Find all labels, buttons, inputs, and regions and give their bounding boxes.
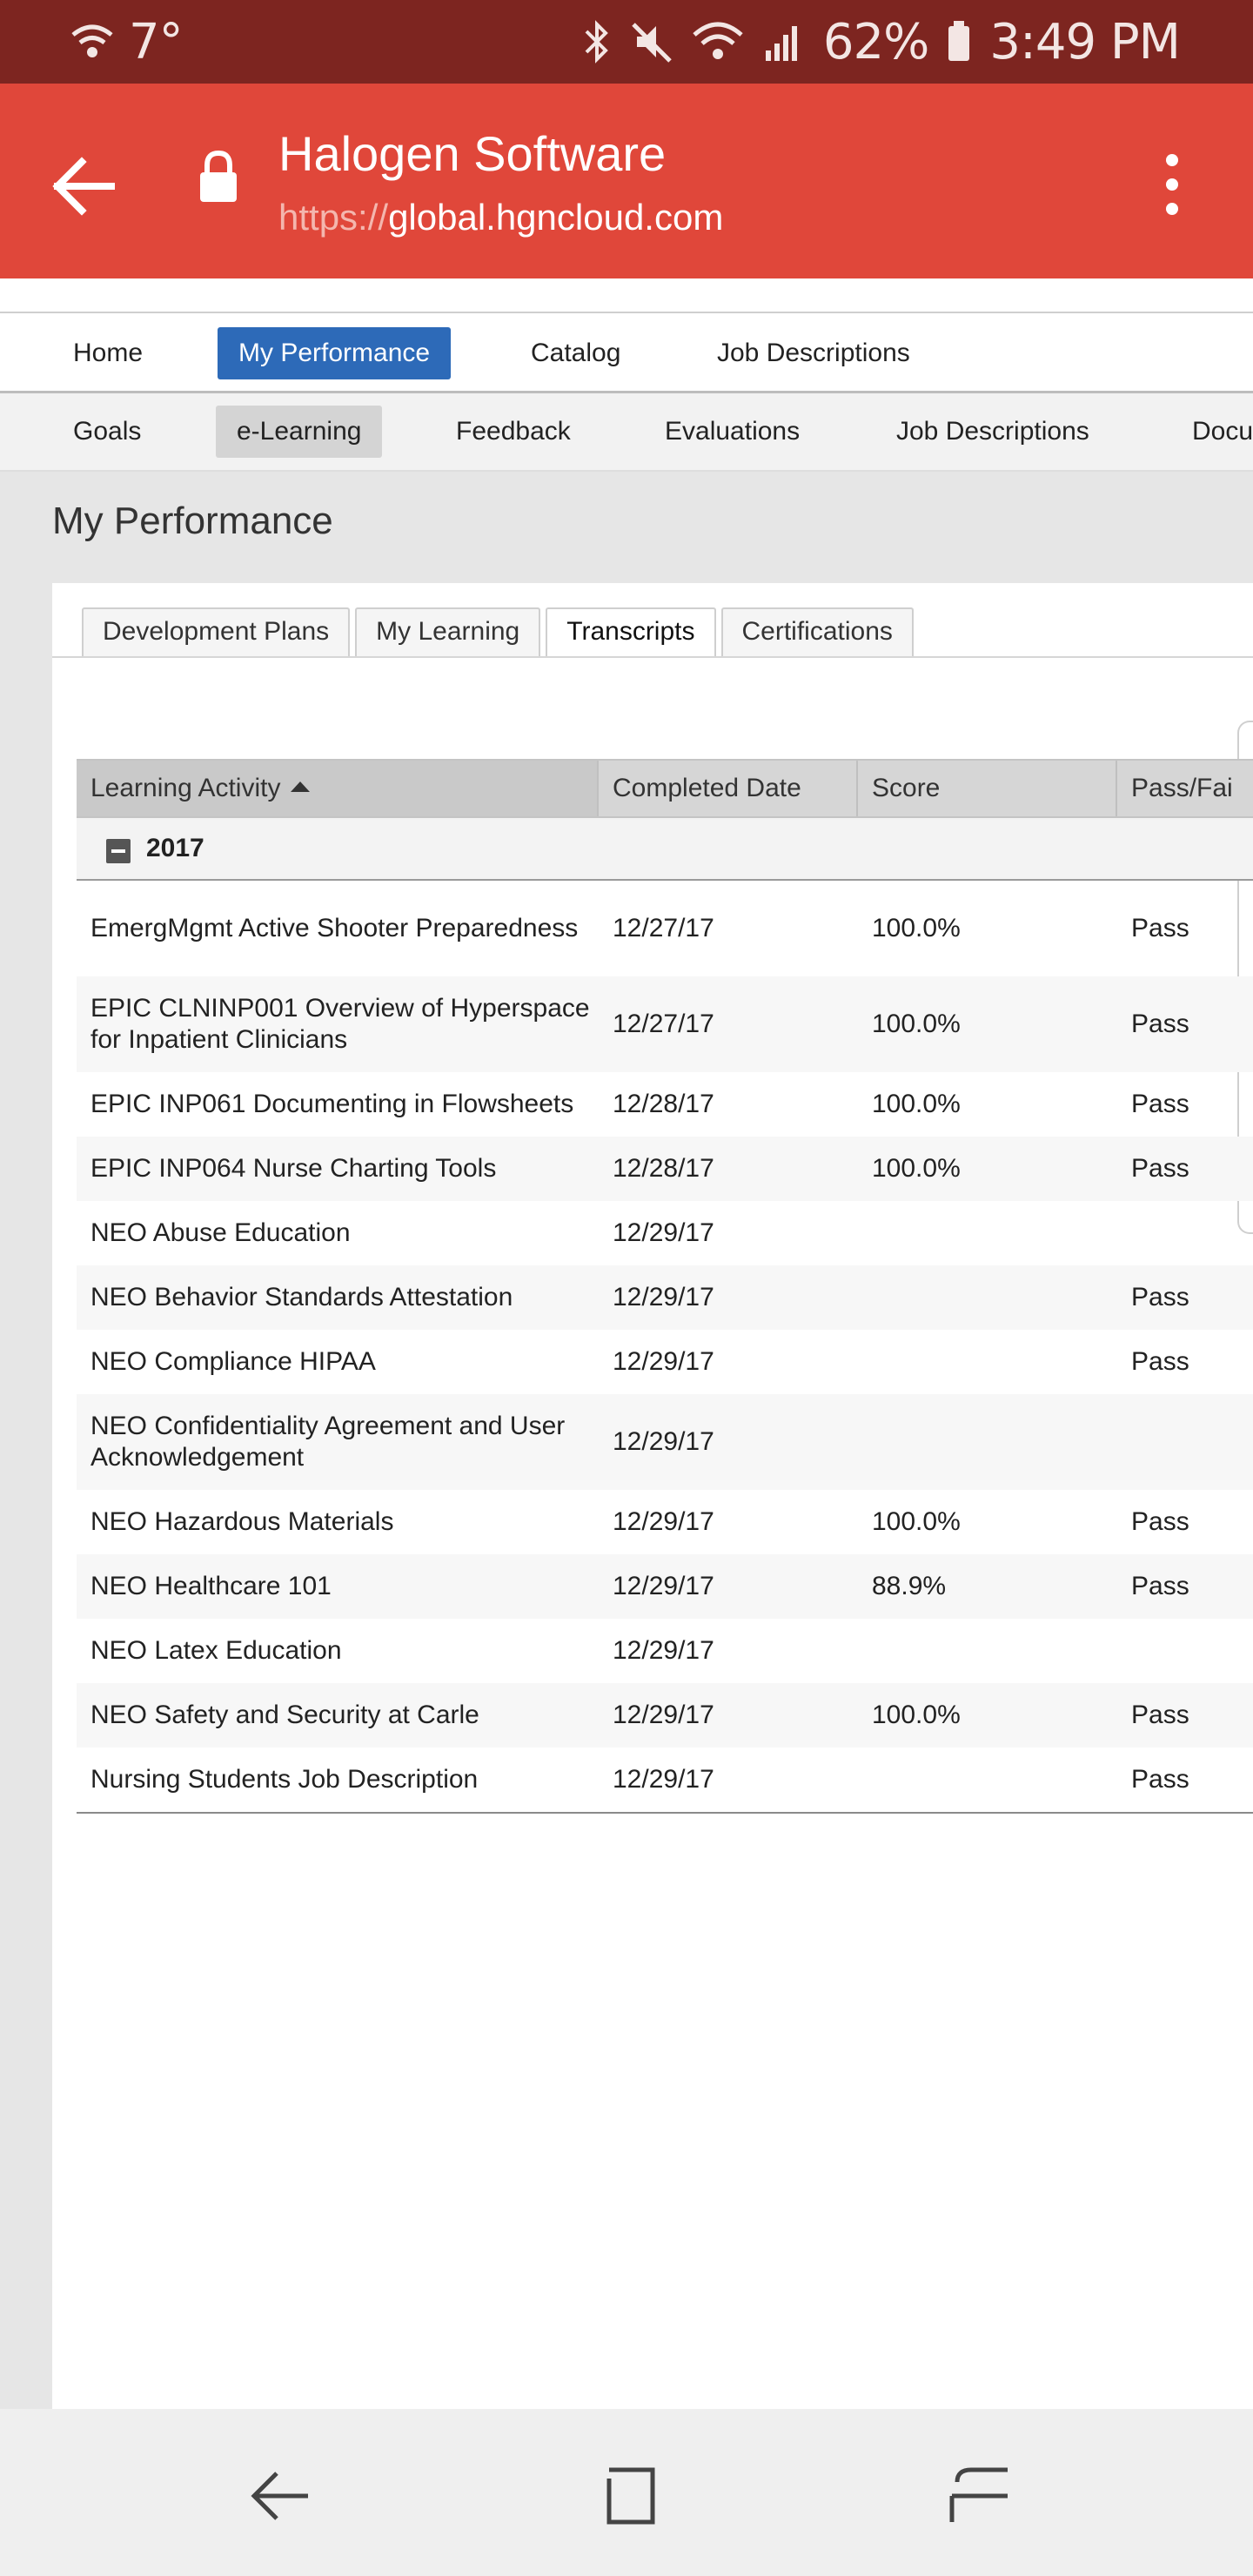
overflow-menu-button[interactable] <box>1150 150 1194 219</box>
cell-learning-activity[interactable]: NEO Latex Education <box>90 1636 342 1665</box>
system-back-button[interactable] <box>237 2452 324 2539</box>
clock: 3:49 PM <box>989 13 1180 70</box>
battery-percent: 62% <box>822 13 929 70</box>
mute-icon <box>630 17 673 66</box>
cell-learning-activity[interactable]: NEO Compliance HIPAA <box>90 1347 376 1376</box>
transcript-table <box>77 759 1253 1814</box>
browser-back-button[interactable] <box>50 153 117 219</box>
table-body <box>77 881 1253 1812</box>
system-recents-button[interactable] <box>585 2452 672 2539</box>
cell-pass-fail: Pass <box>1131 914 1189 943</box>
cell-pass-fail: Pass <box>1131 1154 1189 1183</box>
cell-completed-date: 12/28/17 <box>613 1090 714 1118</box>
more-vertical-icon <box>1150 150 1194 219</box>
url-host: global.hgncloud.com <box>388 197 724 238</box>
table-row[interactable] <box>77 1330 1253 1394</box>
cell-completed-date: 12/29/17 <box>613 1218 714 1247</box>
table-row[interactable] <box>77 881 1253 976</box>
cell-pass-fail: Pass <box>1131 1572 1189 1600</box>
table-header <box>77 759 1253 818</box>
system-nav-bar <box>0 2409 1253 2576</box>
cell-completed-date: 12/28/17 <box>613 1154 714 1183</box>
cell-learning-activity[interactable]: EmergMgmt Active Shooter Preparedness <box>90 914 579 943</box>
cell-pass-fail: Pass <box>1131 1507 1189 1536</box>
column-header-pass-fail[interactable]: Pass/Fai <box>1131 774 1233 802</box>
nav-my-performance[interactable]: My Performance <box>218 327 451 379</box>
cell-completed-date: 12/29/17 <box>613 1347 714 1376</box>
cell-completed-date: 12/29/17 <box>613 1507 714 1536</box>
table-row[interactable] <box>77 1394 1253 1490</box>
cell-learning-activity[interactable]: Nursing Students Job Description <box>90 1765 479 1794</box>
table-row[interactable] <box>77 1619 1253 1683</box>
bluetooth-icon <box>581 17 613 66</box>
cell-learning-activity[interactable]: NEO Abuse Education <box>90 1218 351 1247</box>
subnav-documents[interactable]: Docu <box>1192 417 1253 446</box>
subnav-job-descriptions[interactable]: Job Descriptions <box>896 417 1089 446</box>
browser-toolbar <box>0 84 1253 278</box>
wifi-icon <box>691 17 745 66</box>
table-row[interactable] <box>77 976 1253 1072</box>
home-icon <box>936 2452 1023 2539</box>
cell-completed-date: 12/29/17 <box>613 1636 714 1665</box>
secondary-nav <box>0 393 1253 472</box>
url-scheme: https:// <box>278 197 389 238</box>
column-header-learning-activity[interactable] <box>77 761 599 816</box>
table-row[interactable] <box>77 1137 1253 1201</box>
table-row[interactable] <box>77 1265 1253 1330</box>
cell-pass-fail: Pass <box>1131 1765 1189 1794</box>
nav-home[interactable]: Home <box>73 339 144 367</box>
signal-icon <box>762 17 806 66</box>
cell-completed-date: 12/27/17 <box>613 1010 714 1038</box>
table-row[interactable] <box>77 1490 1253 1554</box>
page-top-strip <box>0 278 1253 312</box>
cell-pass-fail: Pass <box>1131 1010 1189 1038</box>
tab-divider <box>52 656 1253 658</box>
cell-learning-activity[interactable]: NEO Confidentiality Agreement and User Acknowledgement <box>90 1412 566 1472</box>
cell-completed-date: 12/27/17 <box>613 914 714 943</box>
cell-score: 88.9% <box>872 1572 947 1600</box>
tab-my-learning[interactable]: My Learning <box>355 607 540 656</box>
tab-certifications[interactable]: Certifications <box>721 607 914 656</box>
cell-score: 100.0% <box>872 1507 961 1536</box>
transcripts-panel <box>52 583 1253 2411</box>
temperature: 7° <box>129 13 183 70</box>
column-label: Learning Activity <box>90 774 281 802</box>
cell-learning-activity[interactable]: NEO Healthcare 101 <box>90 1572 332 1600</box>
cell-pass-fail: Pass <box>1131 1347 1189 1376</box>
column-header-score[interactable]: Score <box>858 761 1117 816</box>
group-row-2017 <box>77 818 1253 881</box>
cell-learning-activity[interactable]: NEO Behavior Standards Attestation <box>90 1283 513 1311</box>
nav-job-descriptions[interactable]: Job Descriptions <box>717 339 910 367</box>
tab-transcripts[interactable]: Transcripts <box>546 607 715 656</box>
primary-nav <box>0 312 1253 393</box>
cell-pass-fail: Pass <box>1131 1090 1189 1118</box>
cell-score: 100.0% <box>872 914 961 943</box>
table-bottom-border <box>77 1812 1253 1814</box>
cell-learning-activity[interactable]: NEO Hazardous Materials <box>90 1507 394 1536</box>
status-bar <box>0 0 1253 84</box>
battery-icon <box>946 17 972 66</box>
sort-ascending-icon <box>291 782 310 792</box>
collapse-group-icon[interactable] <box>106 839 131 863</box>
table-row[interactable] <box>77 1554 1253 1619</box>
group-label: 2017 <box>146 834 204 862</box>
tab-development-plans[interactable]: Development Plans <box>82 607 350 656</box>
arrow-left-icon <box>50 153 117 219</box>
subnav-feedback[interactable]: Feedback <box>456 417 571 446</box>
cell-learning-activity[interactable]: EPIC CLNINP001 Overview of Hyperspace for Inpatient Clinicians <box>90 994 590 1054</box>
cell-score: 100.0% <box>872 1010 961 1038</box>
page-site-title[interactable]: Halogen Software <box>278 126 667 181</box>
cell-completed-date: 12/29/17 <box>613 1701 714 1729</box>
back-icon <box>237 2452 324 2539</box>
table-row[interactable] <box>77 1201 1253 1265</box>
cell-completed-date: 12/29/17 <box>613 1283 714 1311</box>
table-row[interactable] <box>77 1072 1253 1137</box>
recents-icon <box>585 2452 672 2539</box>
page-title: My Performance <box>52 500 333 542</box>
subnav-evaluations[interactable]: Evaluations <box>665 417 801 446</box>
table-row[interactable] <box>77 1683 1253 1748</box>
cell-completed-date: 12/29/17 <box>613 1765 714 1794</box>
cell-score: 100.0% <box>872 1154 961 1183</box>
subnav-goals[interactable]: Goals <box>73 417 142 446</box>
cell-score: 100.0% <box>872 1701 961 1729</box>
system-home-button[interactable] <box>936 2452 1023 2539</box>
table-row[interactable] <box>77 1748 1253 1812</box>
subnav-e-learning[interactable]: e-Learning <box>216 406 382 458</box>
cell-learning-activity[interactable]: EPIC INP064 Nurse Charting Tools <box>90 1154 497 1183</box>
cell-score: 100.0% <box>872 1090 961 1118</box>
lock-icon[interactable] <box>197 150 240 208</box>
nav-catalog[interactable]: Catalog <box>531 339 621 367</box>
column-header-completed-date[interactable]: Completed Date <box>599 761 858 816</box>
weather-wifi-icon <box>68 17 117 66</box>
cell-completed-date: 12/29/17 <box>613 1427 714 1456</box>
tab-bar <box>82 607 914 656</box>
address-bar[interactable] <box>278 197 723 238</box>
cell-pass-fail: Pass <box>1131 1283 1189 1311</box>
cell-pass-fail: Pass <box>1131 1701 1189 1729</box>
cell-completed-date: 12/29/17 <box>613 1572 714 1600</box>
cell-learning-activity[interactable]: NEO Safety and Security at Carle <box>90 1701 479 1729</box>
cell-learning-activity[interactable]: EPIC INP061 Documenting in Flowsheets <box>90 1090 574 1118</box>
